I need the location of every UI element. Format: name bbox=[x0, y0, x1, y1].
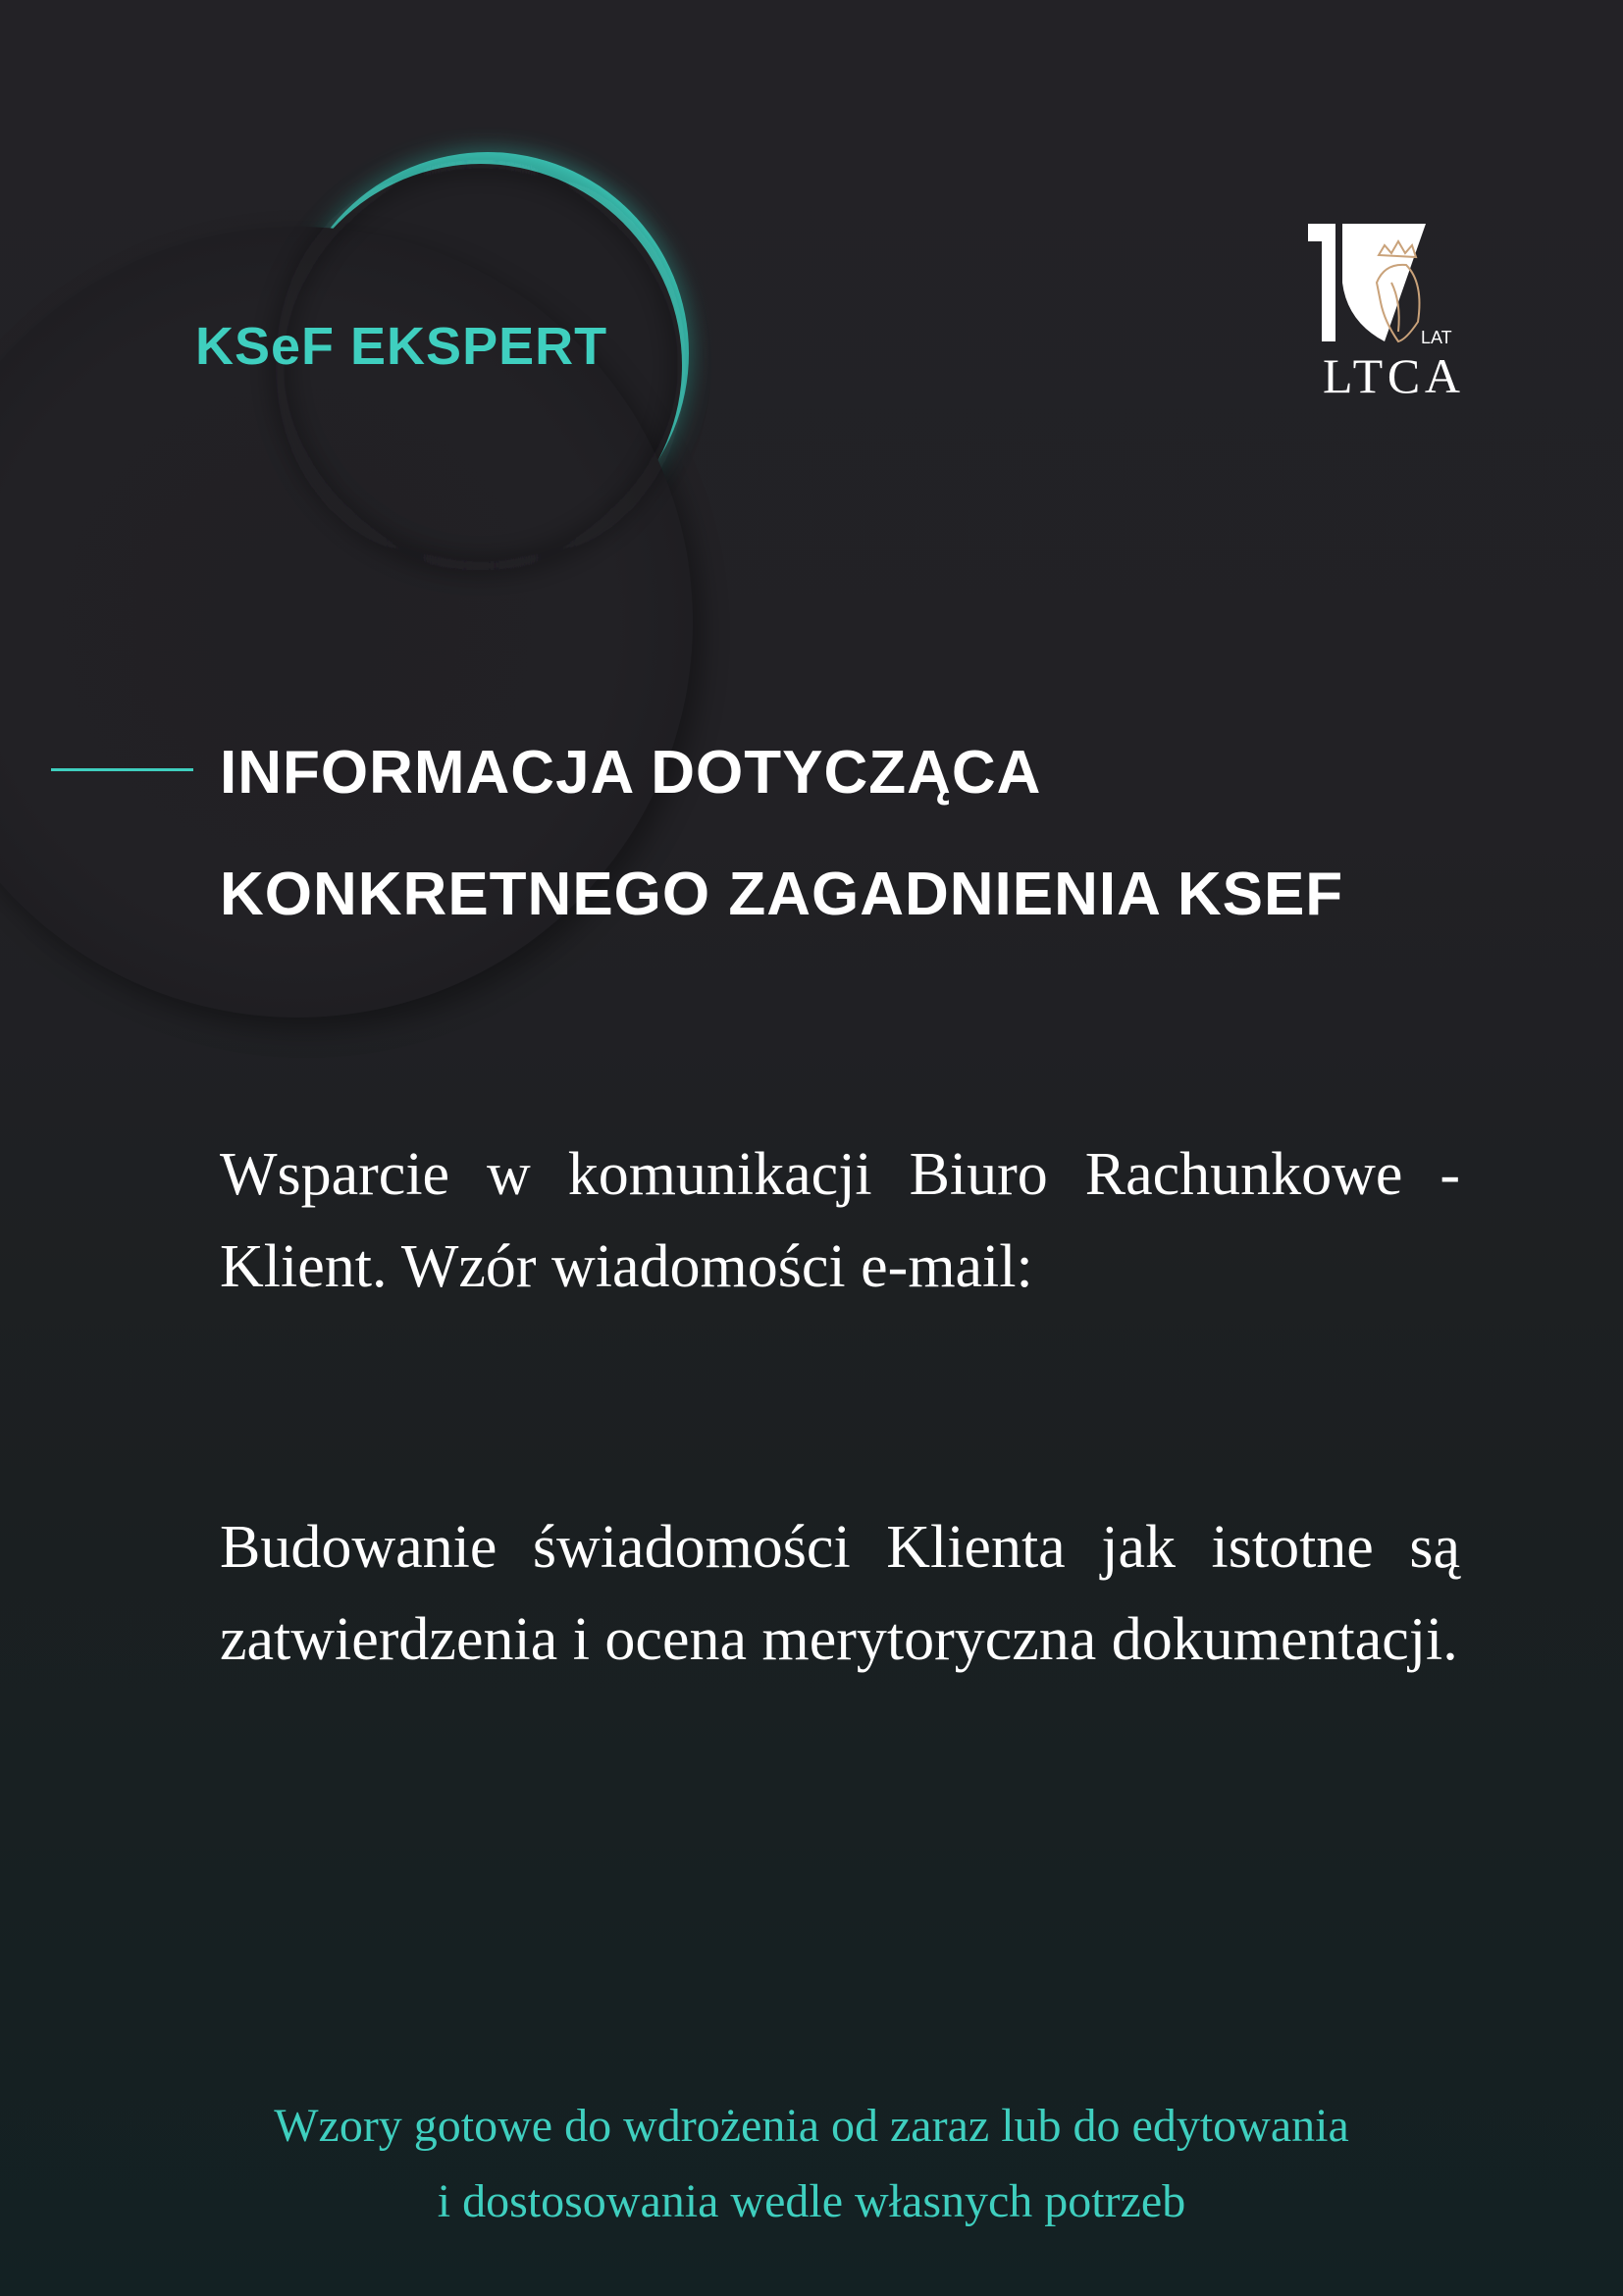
body-paragraph-1: Wsparcie w komunikacji Biuro Rachunkowe - Klient. Wzór wiadomości e-mail: bbox=[220, 1141, 1460, 1300]
logo-lat: LAT bbox=[1421, 328, 1452, 347]
heading-accent-line bbox=[51, 768, 193, 771]
ltca-10-lat-logo bbox=[1308, 224, 1465, 400]
footer-tagline bbox=[0, 2088, 1623, 2239]
footer-line-2: i dostosowania wedle własnych potrzeb bbox=[437, 2175, 1186, 2227]
title-line-1: INFORMACJA DOTYCZĄCA bbox=[220, 739, 1042, 807]
body-paragraph-2: Budowanie świadomości Klienta jak istotne są zatwierdzenia i ocena merytoryczna dokumentacji. bbox=[220, 1514, 1460, 1673]
footer-line-1: Wzory gotowe do wdrożenia od zaraz lub do edytowania bbox=[274, 2100, 1349, 2152]
logo-name: LTCA bbox=[1323, 348, 1460, 400]
title-line-2: KONKRETNEGO ZAGADNIENIA KSEF bbox=[220, 861, 1344, 928]
page-title bbox=[220, 712, 1460, 956]
brand-label: KSeF EKSPERT bbox=[195, 317, 608, 376]
